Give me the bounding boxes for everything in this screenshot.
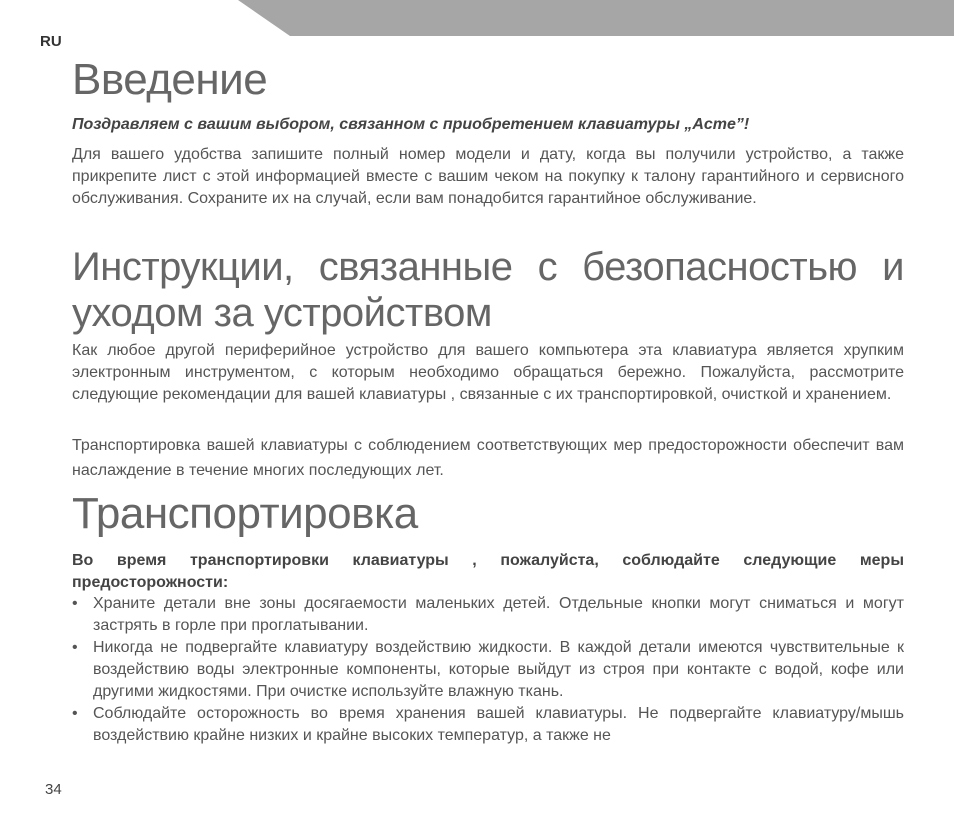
safety-paragraph-1: Как любое другой периферийное устройство для вашего компьютера эта клавиатура является хрупким электронным инструментом, с которым необходимо обращаться бережно. Пожалуйста, рассмотрите следующие рекомендации для вашей клавиатуры , связанные с их транспортировкой, очисткой и хранением. (72, 342, 904, 403)
language-code: RU (40, 33, 62, 50)
bullet-text: Храните детали вне зоны досягаемости маленьких детей. Отдельные кнопки могут сниматься и могут застрять в горле при проглатывании. (93, 595, 904, 634)
intro-lead: Поздравляем с вашим выбором, связанном с приобретением клавиатуры „Acme”! (72, 116, 750, 133)
bullet-marker: • (72, 705, 78, 722)
header-tab-decoration (0, 0, 954, 40)
transport-heading: Транспортировка (72, 489, 418, 538)
list-item (72, 703, 904, 747)
safety-heading: Инструкции, связанные с безопасностью и уходом за устройством (72, 245, 904, 335)
intro-paragraph: Для вашего удобства запишите полный номер модели и дату, когда вы получили устройство, а также прикрепите лист с этой информацией вместе с вашим чеком на покупку к талону гарантийного и сервисного обслуживания. Сохраните их на случай, если вам понадобится гарантийное обслуживание. (72, 146, 904, 207)
bullet-marker: • (72, 595, 78, 612)
intro-heading: Введение (72, 55, 268, 104)
transport-lead: Во время транспортировки клавиатуры , пожалуйста, соблюдайте следующие меры предосторожности: (72, 552, 904, 591)
transport-bullet-list (72, 593, 904, 747)
list-item (72, 637, 904, 703)
list-item (72, 593, 904, 637)
bullet-text: Соблюдайте осторожность во время хранения вашей клавиатуры. Не подвергайте клавиатуру/мышь воздействию крайне низких и крайне высоких температур, а также не (93, 705, 904, 744)
bullet-text: Никогда не подвергайте клавиатуру воздействию жидкости. В каждой детали имеются чувствительные к воздействию воды электронные компоненты, которые выйдут из строя при контакте с водой, кофе или другими жидкостями. При очистке используйте влажную ткань. (93, 639, 904, 700)
safety-paragraph-2: Транспортировка вашей клавиатуры с соблюдением соответствующих мер предосторожности обеспечит вам наслаждение в течение многих последующих лет. (72, 437, 904, 479)
page-number: 34 (45, 781, 62, 798)
bullet-marker: • (72, 639, 78, 656)
